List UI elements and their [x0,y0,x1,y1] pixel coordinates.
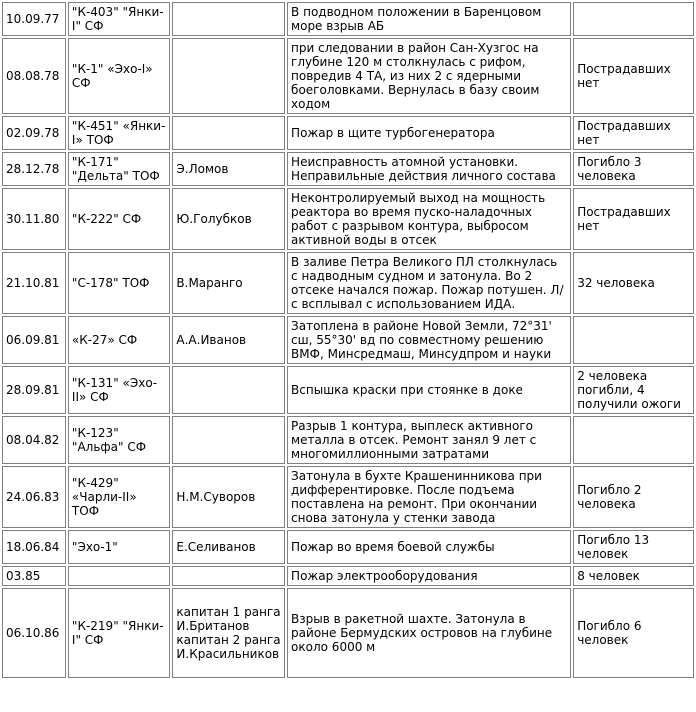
cell-boat: "К-131" «Эхо-II» СФ [68,366,170,414]
table-row [2,316,694,364]
cell-boat: "К-429" «Чарли-II» ТОФ [68,466,170,528]
cell-boat: «К-27» СФ [68,316,170,364]
table-row [2,466,694,528]
cell-commander [172,116,285,150]
cell-event: Неконтролируемый выход на мощность реактора во время пуско-наладочных работ с разрывом контура, выбросом активной воды в отсек [287,188,571,250]
cell-losses: Погибло 3 человека [573,152,694,186]
cell-commander: Н.М.Суворов [172,466,285,528]
cell-event: В заливе Петра Великого ПЛ столкнулась с надводным судном и затонула. Во 2 отсеке начался пожар. Пожар потушен. Л/с всплывал с использованием ИДА. [287,252,571,314]
cell-boat: "К-403" "Янки-I" СФ [68,2,170,36]
cell-commander: В.Маранго [172,252,285,314]
cell-date: 03.85 [2,566,66,586]
cell-date: 06.09.81 [2,316,66,364]
cell-date: 21.10.81 [2,252,66,314]
table-row [2,530,694,564]
cell-date: 28.09.81 [2,366,66,414]
cell-date: 18.06.84 [2,530,66,564]
cell-event: Пожар электрооборудования [287,566,571,586]
table-row [2,416,694,464]
cell-date: 30.11.80 [2,188,66,250]
cell-losses [573,416,694,464]
cell-commander: Ю.Голубков [172,188,285,250]
table-row [2,252,694,314]
cell-losses: Погибло 13 человек [573,530,694,564]
cell-event: Вспышка краски при стоянке в доке [287,366,571,414]
cell-commander: А.А.Иванов [172,316,285,364]
cell-event: Пожар во время боевой службы [287,530,571,564]
cell-event: Затоплена в районе Новой Земли, 72°31' сш, 55°30' вд по совместному решению ВМФ, Минсредмаш, Минсудпром и науки [287,316,571,364]
cell-boat: "К-451" «Янки-I» ТОФ [68,116,170,150]
cell-losses: 8 человек [573,566,694,586]
cell-event: В подводном положении в Баренцовом море взрыв АБ [287,2,571,36]
cell-boat: "К-219" "Янки-I" СФ [68,588,170,678]
cell-date: 02.09.78 [2,116,66,150]
cell-date: 24.06.83 [2,466,66,528]
cell-losses: 2 человека погибли, 4 получили ожоги [573,366,694,414]
cell-event: Взрыв в ракетной шахте. Затонула в районе Бермудских островов на глубине около 6000 м [287,588,571,678]
table-row [2,116,694,150]
cell-commander [172,566,285,586]
cell-date: 10.09.77 [2,2,66,36]
cell-losses: 32 человека [573,252,694,314]
cell-commander: капитан 1 ранга И.Британов капитан 2 ранга И.Красильников [172,588,285,678]
cell-commander: Э.Ломов [172,152,285,186]
cell-event: Пожар в щите турбогенератора [287,116,571,150]
cell-losses: Погибло 2 человека [573,466,694,528]
table-row [2,152,694,186]
cell-boat: "К-123" "Альфа" СФ [68,416,170,464]
table-row [2,38,694,114]
cell-date: 08.04.82 [2,416,66,464]
cell-date: 06.10.86 [2,588,66,678]
cell-losses: Погибло 6 человек [573,588,694,678]
cell-boat [68,566,170,586]
cell-boat: "Эхо-1" [68,530,170,564]
cell-losses: Пострадавших нет [573,188,694,250]
cell-event: при следовании в район Сан-Хузгос на глубине 120 м столкнулась с рифом, повредив 4 ТА, из них 2 с ядерными боеголовками. Вернулась в базу своим ходом [287,38,571,114]
cell-commander [172,416,285,464]
cell-boat: "К-171" "Дельта" ТОФ [68,152,170,186]
accidents-table-body [2,2,694,678]
cell-event: Затонула в бухте Крашенинникова при дифферентировке. После подъема поставлена на ремонт. При окончании снова затонула у стенки завода [287,466,571,528]
cell-boat: "К-1" «Эхо-I» СФ [68,38,170,114]
cell-losses: Пострадавших нет [573,116,694,150]
table-row [2,366,694,414]
table-row [2,2,694,36]
cell-boat: "С-178" ТОФ [68,252,170,314]
table-row [2,588,694,678]
cell-event: Разрыв 1 контура, выплеск активного металла в отсек. Ремонт занял 9 лет с многомиллионными затратами [287,416,571,464]
cell-date: 28.12.78 [2,152,66,186]
cell-commander: Е.Селиванов [172,530,285,564]
cell-commander [172,38,285,114]
table-row [2,566,694,586]
cell-commander [172,2,285,36]
cell-losses [573,2,694,36]
cell-commander [172,366,285,414]
cell-date: 08.08.78 [2,38,66,114]
cell-losses [573,316,694,364]
cell-boat: "К-222" СФ [68,188,170,250]
cell-losses: Пострадавших нет [573,38,694,114]
table-row [2,188,694,250]
cell-event: Неисправность атомной установки. Неправильные действия личного состава [287,152,571,186]
